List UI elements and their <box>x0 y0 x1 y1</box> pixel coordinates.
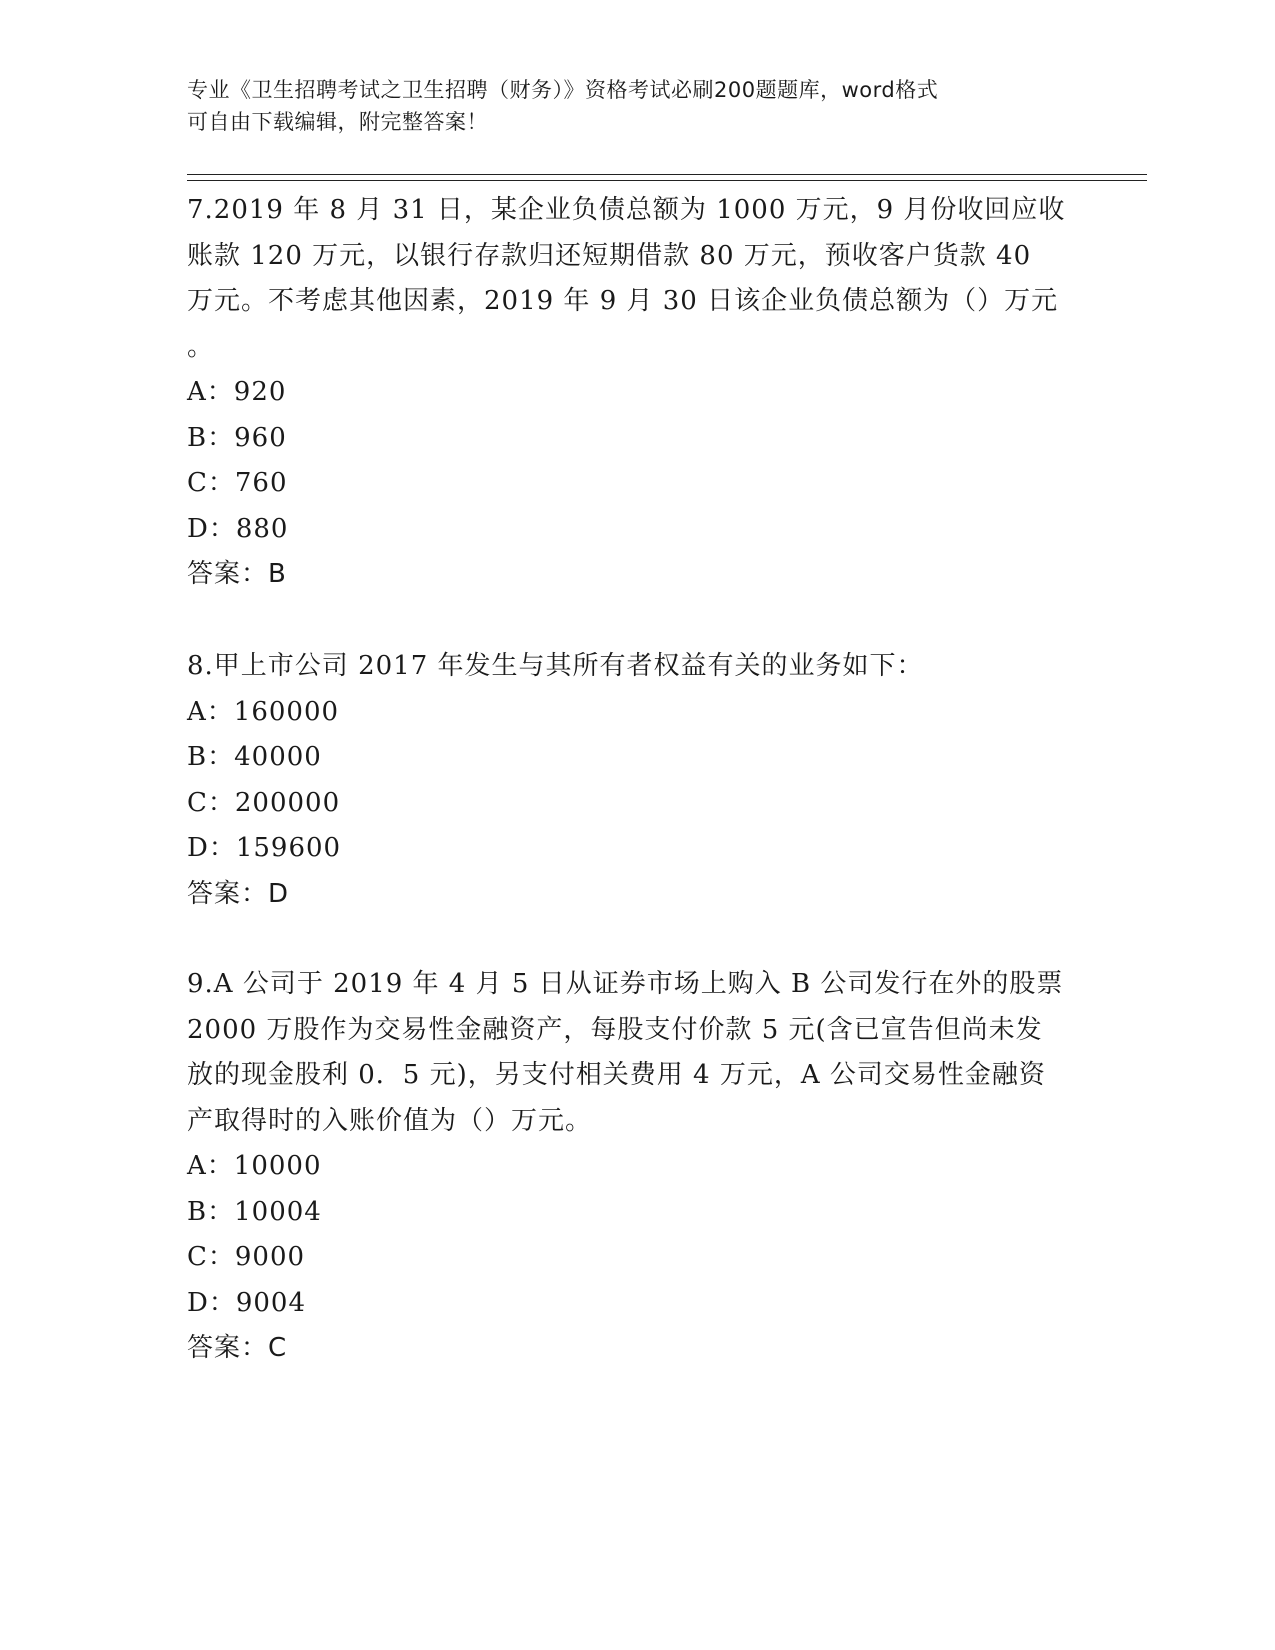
header-line-1: 专业《卫生招聘考试之卫生招聘（财务）》资格考试必刷200题题库，word格式 <box>187 78 939 102</box>
option-b: B：10004 <box>187 1196 322 1227</box>
question-text-line: 8.甲上市公司 2017 年发生与其所有者权益有关的业务如下： <box>187 651 924 681</box>
question-text-line: 产取得时的入账价值为（）万元。 <box>187 1105 593 1136</box>
header-divider-bottom <box>187 180 1147 181</box>
question-text-line: 账款 120 万元，以银行存款归还短期借款 80 万元，预收客户货款 40 <box>187 240 1032 271</box>
answer: 答案：B <box>187 559 287 589</box>
question-text-line: 。 <box>187 331 215 362</box>
question-text-line: 7.2019 年 8 月 31 日，某企业负债总额为 1000 万元，9 月份收回应收 <box>187 195 1066 225</box>
option-a: A：10000 <box>187 1151 322 1181</box>
header-divider-top <box>187 174 1147 175</box>
question-text-line: 万元。不考虑其他因素，2019 年 9 月 30 日该企业负债总额为（）万元 <box>187 286 1059 316</box>
document-header <box>187 74 1087 138</box>
option-c: C：760 <box>187 468 288 498</box>
header-line-2: 可自由下载编辑，附完整答案！ <box>187 110 488 134</box>
option-c: C：9000 <box>187 1242 306 1272</box>
question-text-line: 放的现金股利 0．5 元)，另支付相关费用 4 万元，A 公司交易性金融资 <box>187 1060 1046 1090</box>
option-b: B：40000 <box>187 742 322 772</box>
option-d: D：9004 <box>187 1287 307 1318</box>
option-d: D：159600 <box>187 833 342 863</box>
option-a: A：920 <box>187 377 287 407</box>
question-7 <box>187 188 1087 598</box>
answer: 答案：C <box>187 1333 288 1363</box>
question-9 <box>187 962 1087 1372</box>
answer: 答案：D <box>187 878 290 909</box>
question-8 <box>187 644 1087 917</box>
option-d: D：880 <box>187 513 289 544</box>
option-c: C：200000 <box>187 787 341 818</box>
question-text-line: 2000 万股作为交易性金融资产，每股支付价款 5 元(含已宣告但尚未发 <box>187 1014 1043 1045</box>
option-b: B：960 <box>187 422 287 453</box>
option-a: A：160000 <box>187 696 340 727</box>
question-text-line: 9.A 公司于 2019 年 4 月 5 日从证券市场上购入 B 公司发行在外的股票 <box>187 969 1064 999</box>
